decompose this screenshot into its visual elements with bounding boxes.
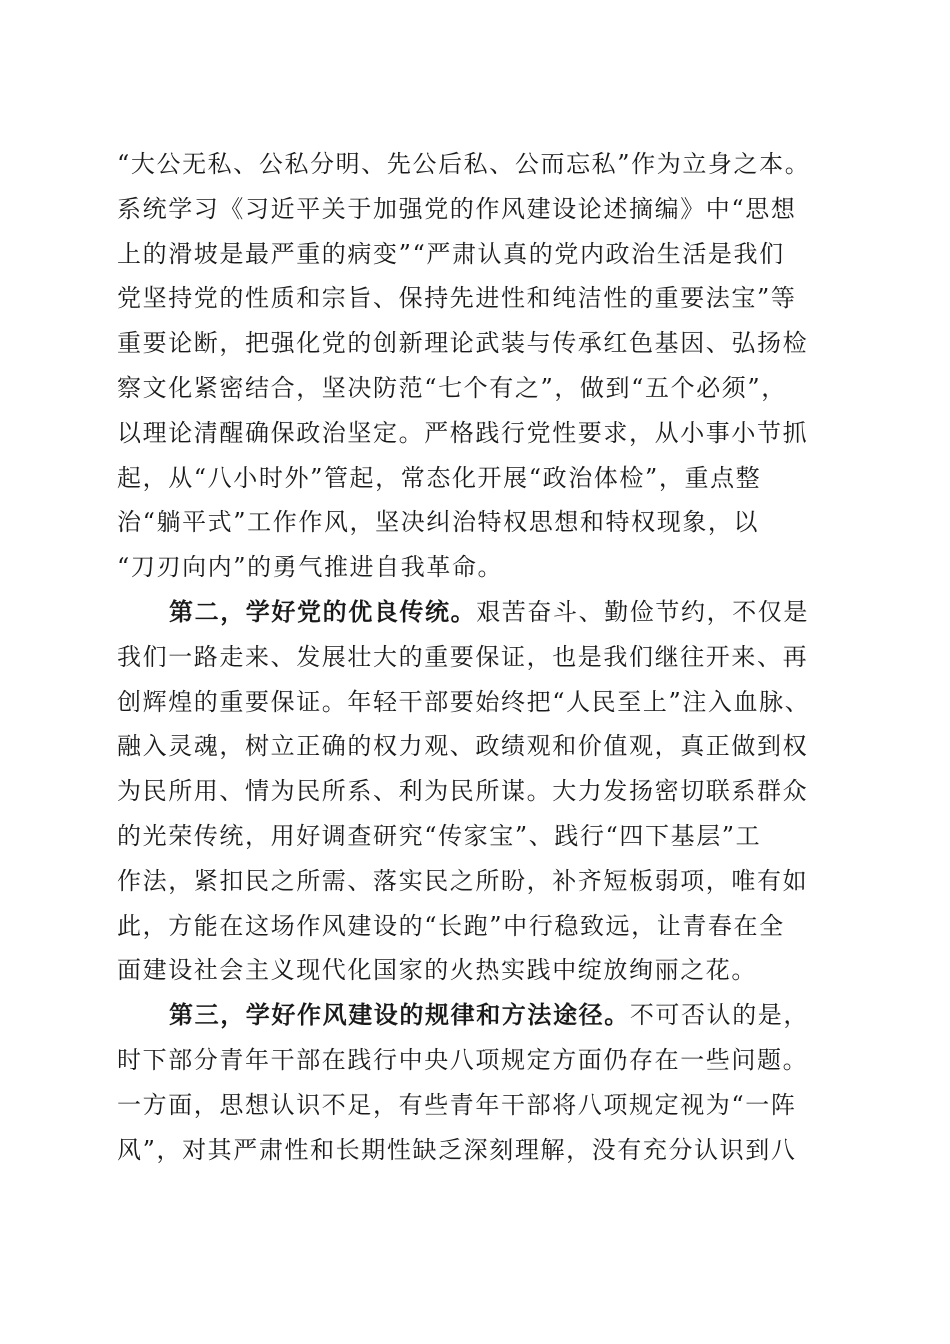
paragraph-first-line <box>117 993 849 1038</box>
paragraph-1 <box>117 142 849 590</box>
paragraph-2 <box>117 590 849 993</box>
text-line: 的光荣传统，用好调查研究“传家宝”、践行“四下基层”工 <box>117 821 762 850</box>
text-line: 风”，对其严肃性和长期性缺乏深刻理解，没有充分认识到八 <box>117 1135 797 1164</box>
text-line: 作法，紧扣民之所需、落实民之所盼，补齐短板弱项，唯有如 <box>117 866 809 895</box>
text-line: 察文化紧密结合，坚决防范“七个有之”，做到“五个必须”， <box>117 373 787 402</box>
paragraph-heading: 第二，学好党的优良传统。 <box>169 596 477 626</box>
text-line: 一方面，思想认识不足，有些青年干部将八项规定视为“一阵 <box>117 1090 797 1119</box>
text-line: “大公无私、公私分明、先公后私、公而忘私”作为立身之本。 <box>117 150 811 178</box>
text-line: 融入灵魂，树立正确的权力观、政绩观和价值观，真正做到权 <box>117 732 809 761</box>
text-line: 为民所用、情为民所系、利为民所谋。大力发扬密切联系群众 <box>117 777 809 806</box>
text-line: 起，从“八小时外”管起，常态化开展“政治体检”，重点整 <box>117 463 762 492</box>
text-line: 创辉煌的重要保证。年轻干部要始终把“人民至上”注入血脉、 <box>117 687 811 716</box>
text-line: 我们一路走来、发展壮大的重要保证，也是我们继往开来、再 <box>117 642 809 671</box>
paragraph-first-line <box>117 590 849 635</box>
text-line: 以理论清醒确保政治坚定。严格践行党性要求，从小事小节抓 <box>117 418 809 447</box>
text-line: 治“躺平式”工作作风，坚决纠治特权思想和特权现象，以 <box>117 508 760 537</box>
text-line: 面建设社会主义现代化国家的火热实践中绽放绚丽之花。 <box>117 956 757 985</box>
text-line: 党坚持党的性质和宗旨、保持先进性和纯洁性的重要法宝”等 <box>117 284 797 313</box>
text-line: 时下部分青年干部在践行中央八项规定方面仍存在一些问题。 <box>117 1045 809 1074</box>
text-line: 此，方能在这场作风建设的“长跑”中行稳致远，让青春在全 <box>117 911 785 940</box>
paragraph-heading: 第三，学好作风建设的规律和方法途径。 <box>169 1000 630 1030</box>
text-line: 系统学习《习近平关于加强党的作风建设论述摘编》中“思想 <box>117 194 797 223</box>
paragraph-3 <box>117 993 849 1172</box>
text-run: 不可否认的是， <box>629 1001 810 1030</box>
document-body <box>117 142 849 1172</box>
text-run: 艰苦奋斗、勤俭节约，不仅是 <box>476 597 810 626</box>
text-line: 重要论断，把强化党的创新理论武装与传承红色基因、弘扬检 <box>117 329 809 358</box>
text-line: 上的滑坡是最严重的病变”“严肃认真的党内政治生活是我们 <box>117 239 785 268</box>
text-line: “刀刃向内”的勇气推进自我革命。 <box>117 553 504 582</box>
